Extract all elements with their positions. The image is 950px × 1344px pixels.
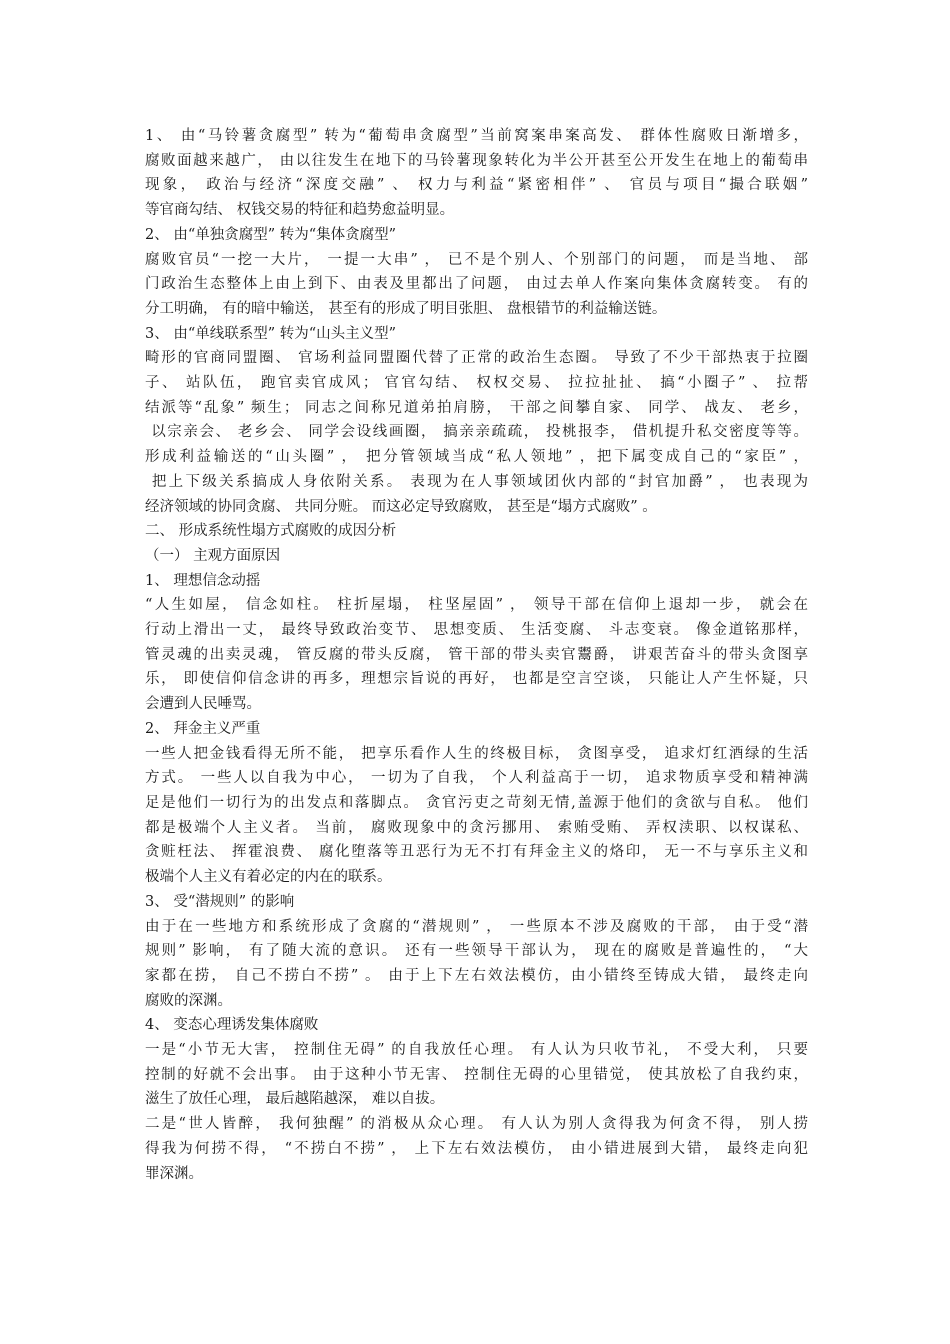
text-line: 1、 理想信念动摇 — [145, 572, 261, 589]
text-line: 2、 拜金主义严重 — [145, 720, 261, 737]
text-line: 管灵魂的出卖灵魂， 管反腐的带头反腐， 管干部的带头卖官鬻爵， 讲艰苦奋斗的带头贪图享 — [145, 646, 808, 663]
text-line: （一） 主观方面原因 — [145, 547, 281, 564]
text-line: 贪赃枉法、 挥霍浪费、 腐化堕落等丑恶行为无不打有拜金主义的烙印， 无一不与享乐主义和 — [145, 844, 808, 861]
text-line: 分工明确， 有的暗中输送， 甚至有的形成了明目张胆、 盘根错节的利益输送链。 — [145, 300, 667, 317]
text-line: 以宗亲会、 老乡会、 同学会设线画圈， 搞亲亲疏疏， 投桃报李， 借机提升私交密度等等。 — [145, 424, 809, 441]
text-line: 把上下级关系搞成人身依附关系。 表现为在人事领域团伙内部的“封官加爵” ， 也表现为 — [145, 473, 809, 490]
text-line: 等官商勾结、 权钱交易的特征和趋势愈益明显。 — [145, 202, 455, 219]
text-line: 控制的好就不会出事。 由于这种小节无害、 控制住无碍的心里错觉， 使其放松了自我约束， — [145, 1066, 808, 1083]
text-line: 行动上滑出一丈， 最终导致政治变节、 思想变质、 生活变腐、 斗志变衰。 像金道铭那样， — [145, 622, 808, 639]
text-line: 2、 由“单独贪腐型” 转为“集体贪腐型” — [145, 226, 397, 243]
text-line: 足是他们一切行为的出发点和落脚点。 贪官污吏之苛刻无情,盖源于他们的贪欲与自私。 他们 — [145, 794, 808, 811]
text-line: 形成利益输送的“山头圈” ， 把分管领域当成“私人领地” ，把下属变成自己的“家臣” ， — [145, 449, 808, 466]
text-line: 规则” 影响， 有了随大流的意识。 还有一些领导干部认为， 现在的腐败是普遍性的， “大 — [145, 943, 808, 960]
text-line: 畸形的官商同盟圈、 官场利益同盟圈代替了正常的政治生态圈。 导致了不少干部热衷于拉圈 — [145, 350, 808, 367]
text-line: 都是极端个人主义者。 当前， 腐败现象中的贪污挪用、 索贿受贿、 弄权渎职、以权谋私、 — [145, 819, 808, 836]
text-line: 1、 由“马铃薯贪腐型” 转为“葡萄串贪腐型”当前窝案串案高发、 群体性腐败日渐增多， — [145, 128, 808, 144]
text-line: 经济领域的协同贪腐、 共同分赃。 而这必定导致腐败， 甚至是“塌方式腐败” 。 — [145, 498, 657, 515]
text-line: 腐败的深渊。 — [145, 992, 232, 1009]
text-line: “人生如屋， 信念如柱。 柱折屋塌， 柱坚屋固” ， 领导干部在信仰上退却一步， 就会在 — [145, 597, 808, 614]
text-line: 子、 站队伍， 跑官卖官成风； 官官勾结、 权权交易、 拉拉扯扯、 搞“小圈子” 、 拉帮 — [145, 375, 808, 392]
text-line: 乐， 即使信仰信念讲的再多，理想宗旨说的再好， 也都是空言空谈， 只能让人产生怀疑，只 — [145, 671, 808, 688]
text-line: 一是“小节无大害， 控制住无碍” 的自我放任心理。 有人认为只收节礼， 不受大利， 只要 — [145, 1042, 808, 1059]
text-line: 结派等“乱象” 频生； 同志之间称兄道弟拍肩膀， 干部之间攀自家、 同学、 战友、 老乡， — [145, 399, 808, 416]
text-line: 二、 形成系统性塌方式腐败的成因分析 — [145, 523, 397, 540]
text-line: 滋生了放任心理， 最后越陷越深， 难以自拔。 — [145, 1091, 445, 1108]
text-line: 3、 由“单线联系型” 转为“山头主义型” — [145, 325, 397, 342]
text-line: 方式。 一些人以自我为中心， 一切为了自我， 个人利益高于一切， 追求物质享受和精神满 — [145, 770, 808, 787]
text-line: 4、 变态心理诱发集体腐败 — [145, 1017, 319, 1034]
text-line: 腐败面越来越广， 由以往发生在地下的马铃薯现象转化为半公开甚至公开发生在地上的葡萄串 — [145, 152, 808, 169]
text-line: 二是“世人皆醉， 我何独醒” 的消极从众心理。 有人认为别人贪得我为何贪不得， 别人捞 — [145, 1116, 808, 1133]
text-line: 腐败官员“一挖一大片， 一提一大串” ， 已不是个别人、个别部门的问题， 而是当地、 部 — [145, 251, 808, 268]
text-line: 门政治生态整体上由上到下、由表及里都出了问题， 由过去单人作案向集体贪腐转变。 有的 — [145, 276, 808, 293]
text-line: 家都在捞， 自己不捞白不捞” 。 由于上下左右效法模仿，由小错终至铸成大错， 最终走向 — [145, 967, 808, 984]
text-line: 一些人把金钱看得无所不能， 把享乐看作人生的终极目标， 贪图享受， 追求灯红酒绿的生活 — [145, 745, 808, 762]
text-line: 得我为何捞不得， “不捞白不捞” ， 上下左右效法模仿， 由小错进展到大错， 最终走向犯 — [145, 1140, 808, 1157]
text-line: 3、 受“潜规则” 的影响 — [145, 893, 295, 910]
text-line: 极端个人主义有着必定的内在的联系。 — [145, 869, 392, 886]
document-body — [145, 124, 808, 1186]
text-line: 由于在一些地方和系统形成了贪腐的“潜规则” ， 一些原本不涉及腐败的干部， 由于受“潜 — [145, 918, 808, 935]
text-line: 罪深渊。 — [145, 1165, 203, 1182]
text-line: 会遭到人民唾骂。 — [145, 696, 261, 713]
text-line: 现象， 政治与经济“深度交融” 、 权力与利益“紧密相伴” 、 官员与项目“撮合联姻” — [145, 177, 808, 194]
